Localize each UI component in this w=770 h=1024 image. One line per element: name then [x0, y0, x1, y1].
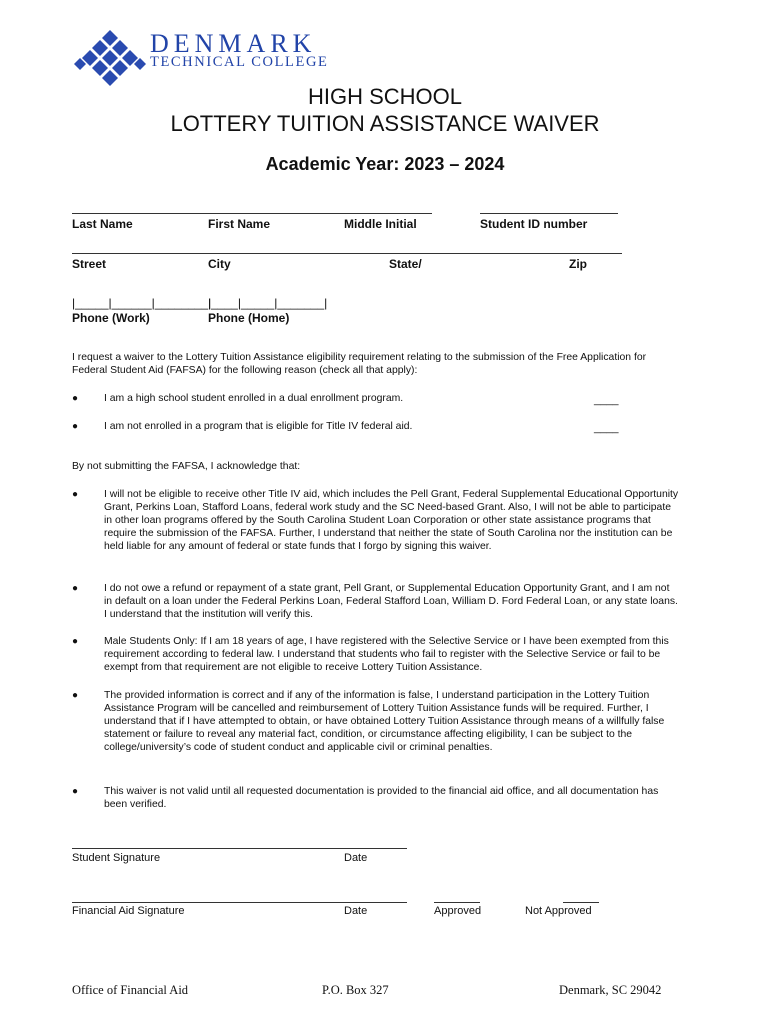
- bullet-icon: ●: [72, 690, 79, 701]
- approved-label: Approved: [434, 905, 482, 917]
- student-signature-line[interactable]: [72, 848, 407, 849]
- financial-aid-signature-line[interactable]: [72, 902, 407, 903]
- bullet-icon: ●: [72, 786, 79, 797]
- last-name-label: Last Name: [72, 217, 133, 231]
- waiver-request-intro: I request a waiver to the Lottery Tuition Assistance eligibility requirement relating to the submission of the Free Application for Federal Student Aid (FAFSA) for the following reason (check all that apply):: [72, 352, 647, 376]
- acknowledge-intro: By not submitting the FAFSA, I acknowledge that:: [72, 461, 301, 472]
- acknowledgement-documentation: This waiver is not valid until all requested documentation is provided to the financial aid office, and all documentation has been verified.: [104, 786, 659, 810]
- academic-year: Academic Year: 2023 – 2024: [265, 154, 505, 174]
- phone-home-field[interactable]: |____|_____|_______|: [208, 296, 328, 310]
- footer-po-box: P.O. Box 327: [322, 983, 389, 997]
- reason-dual-enrollment: I am a high school student enrolled in a dual enrollment program.: [104, 393, 404, 404]
- document-title-line1: HIGH SCHOOL: [307, 84, 463, 109]
- financial-aid-date-label: Date: [344, 905, 368, 917]
- not-approved-label: Not Approved: [525, 905, 592, 917]
- financial-aid-signature-label: Financial Aid Signature: [72, 905, 185, 917]
- student-id-label: Student ID number: [480, 217, 588, 231]
- first-name-label: First Name: [208, 217, 271, 231]
- acknowledgement-information-correct: The provided information is correct and if any of the information is false, I understand participation in the Lottery Tuition Assistance Program will be cancelled and reimbursement of Lottery Tuition Assistance funds will be required. Further, I understand that if I have attempted to obtain, or have obtained Lottery Tuition Assistance through means of a willfully false statement or failure to reveal any material fact, condition, or circumstance affecting eligibility, I can be subject to the college/university’s code of student conduct and applicable civil or criminal penalties.: [104, 690, 665, 753]
- college-logo: [72, 28, 342, 90]
- phone-home-label: Phone (Home): [208, 311, 290, 325]
- bullet-icon: ●: [72, 421, 79, 432]
- not-approved-line[interactable]: [563, 902, 599, 903]
- reason-not-title-iv-checkbox[interactable]: ____: [594, 422, 619, 434]
- reason-not-title-iv: I am not enrolled in a program that is eligible for Title IV federal aid.: [104, 421, 413, 432]
- logo-subtitle: TECHNICAL COLLEGE: [150, 54, 329, 70]
- acknowledgement-title-iv: I will not be eligible to receive other Title IV aid, which includes the Pell Grant, Federal Supplemental Educational Opportunity Grant, Perkins Loan, Stafford Loans, federal work study and the SC Need-based Grant. Also, I will not be able to participate in other loan programs offered by the South Carolina Student Loan Corporation or other state assistance programs that require the submission of the FAFSA. Further, I understand that neither the state of South Carolina nor the institution can be held liable for any amount of federal or state funds that I forgo by signing this waiver.: [104, 489, 679, 552]
- city-label: City: [208, 257, 231, 271]
- bullet-icon: ●: [72, 636, 79, 647]
- bullet-icon: ●: [72, 393, 79, 404]
- footer-office: Office of Financial Aid: [72, 983, 189, 997]
- approved-line[interactable]: [434, 902, 480, 903]
- street-label: Street: [72, 257, 107, 271]
- student-signature-label: Student Signature: [72, 852, 161, 864]
- student-date-label: Date: [344, 852, 368, 864]
- acknowledgement-selective-service: Male Students Only: If I am 18 years of age, I have registered with the Selective Service or I have been exempted from this requirement according to federal law. I understand that students who fail to register with the Selective Service or fail to be exempt from that requirement are not eligible to receive Lottery Tuition Assistance.: [104, 636, 669, 673]
- state-label: State/: [389, 257, 422, 271]
- logo-wordmark: DENMARK: [150, 29, 317, 58]
- address-line[interactable]: [72, 253, 622, 254]
- student-id-line[interactable]: [480, 213, 618, 214]
- reason-dual-enrollment-checkbox[interactable]: ____: [594, 394, 619, 406]
- phone-work-field[interactable]: |_____|______|________|: [72, 296, 212, 310]
- diamond-lattice-logo-icon: [72, 28, 152, 90]
- middle-initial-label: Middle Initial: [344, 217, 417, 231]
- zip-label: Zip: [569, 257, 587, 271]
- phone-work-label: Phone (Work): [72, 311, 150, 325]
- bullet-icon: ●: [72, 583, 79, 594]
- bullet-icon: ●: [72, 489, 79, 500]
- acknowledgement-no-default: I do not owe a refund or repayment of a state grant, Pell Grant, or Supplemental Education Opportunity Grant, and I am not in default on a loan under the Federal Perkins Loan, Federal Stafford Loan, William D. Ford Federal Loan, or any state loans. I understand that the institution will verify this.: [104, 583, 678, 620]
- footer-city: Denmark, SC 29042: [559, 983, 662, 997]
- document-title-line2: LOTTERY TUITION ASSISTANCE WAIVER: [170, 111, 600, 136]
- name-line[interactable]: [72, 213, 432, 214]
